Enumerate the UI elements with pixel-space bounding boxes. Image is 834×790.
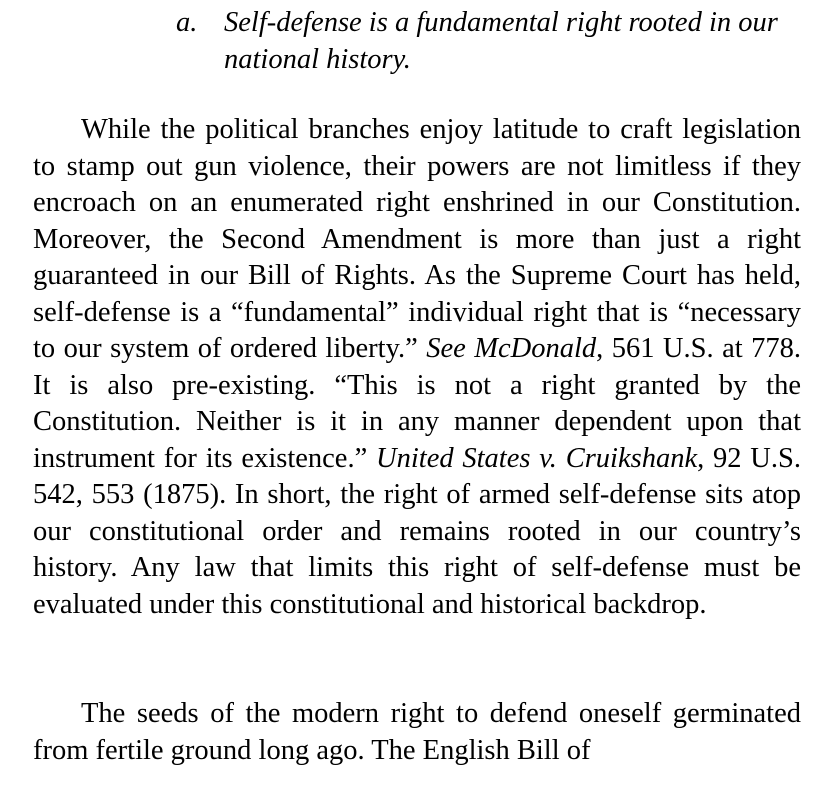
citation-mcdonald: See McDonald — [426, 333, 597, 364]
citation-cruikshank: United States v. Cruikshank — [376, 442, 698, 474]
body-paragraph-1 — [33, 112, 801, 623]
section-heading-text: Self-defense is a fundamental right rooted in our national history. — [224, 7, 778, 75]
body-paragraph-2 — [33, 696, 801, 769]
paragraph-1-text-c: , 92 U.S. 542, 553 (1875). In short, the right of armed self-defense sits atop our constitutional order and remains rooted in our country’s history. Any law that limits this right of self-defense must be evaluated under this constitutional and historical backdrop. — [33, 442, 801, 620]
paragraph-1-text-b: , 561 U.S. at 778. It is also pre-existing. “This is not a right granted by the Constitution. Neither is it in any manner dependent upon that instrument for its existence.” — [33, 333, 801, 474]
paragraph-1-text-a: While the political branches enjoy latitude to craft legislation to stamp out gun violence, their powers are not limitless if they encroach on an enumerated right enshrined in our Constitution. Moreover, the Second Amendment is more than just a right guaranteed in our Bill of Rights. As the Supreme Court has held, self-defense is a “fundamental” individual right that is “necessary to our system of ordered liberty.” — [33, 114, 801, 364]
paragraph-2-text: The seeds of the modern right to defend oneself germinated from fertile ground long ago. The English Bill of — [33, 698, 801, 766]
section-heading-marker: a. — [176, 7, 198, 38]
